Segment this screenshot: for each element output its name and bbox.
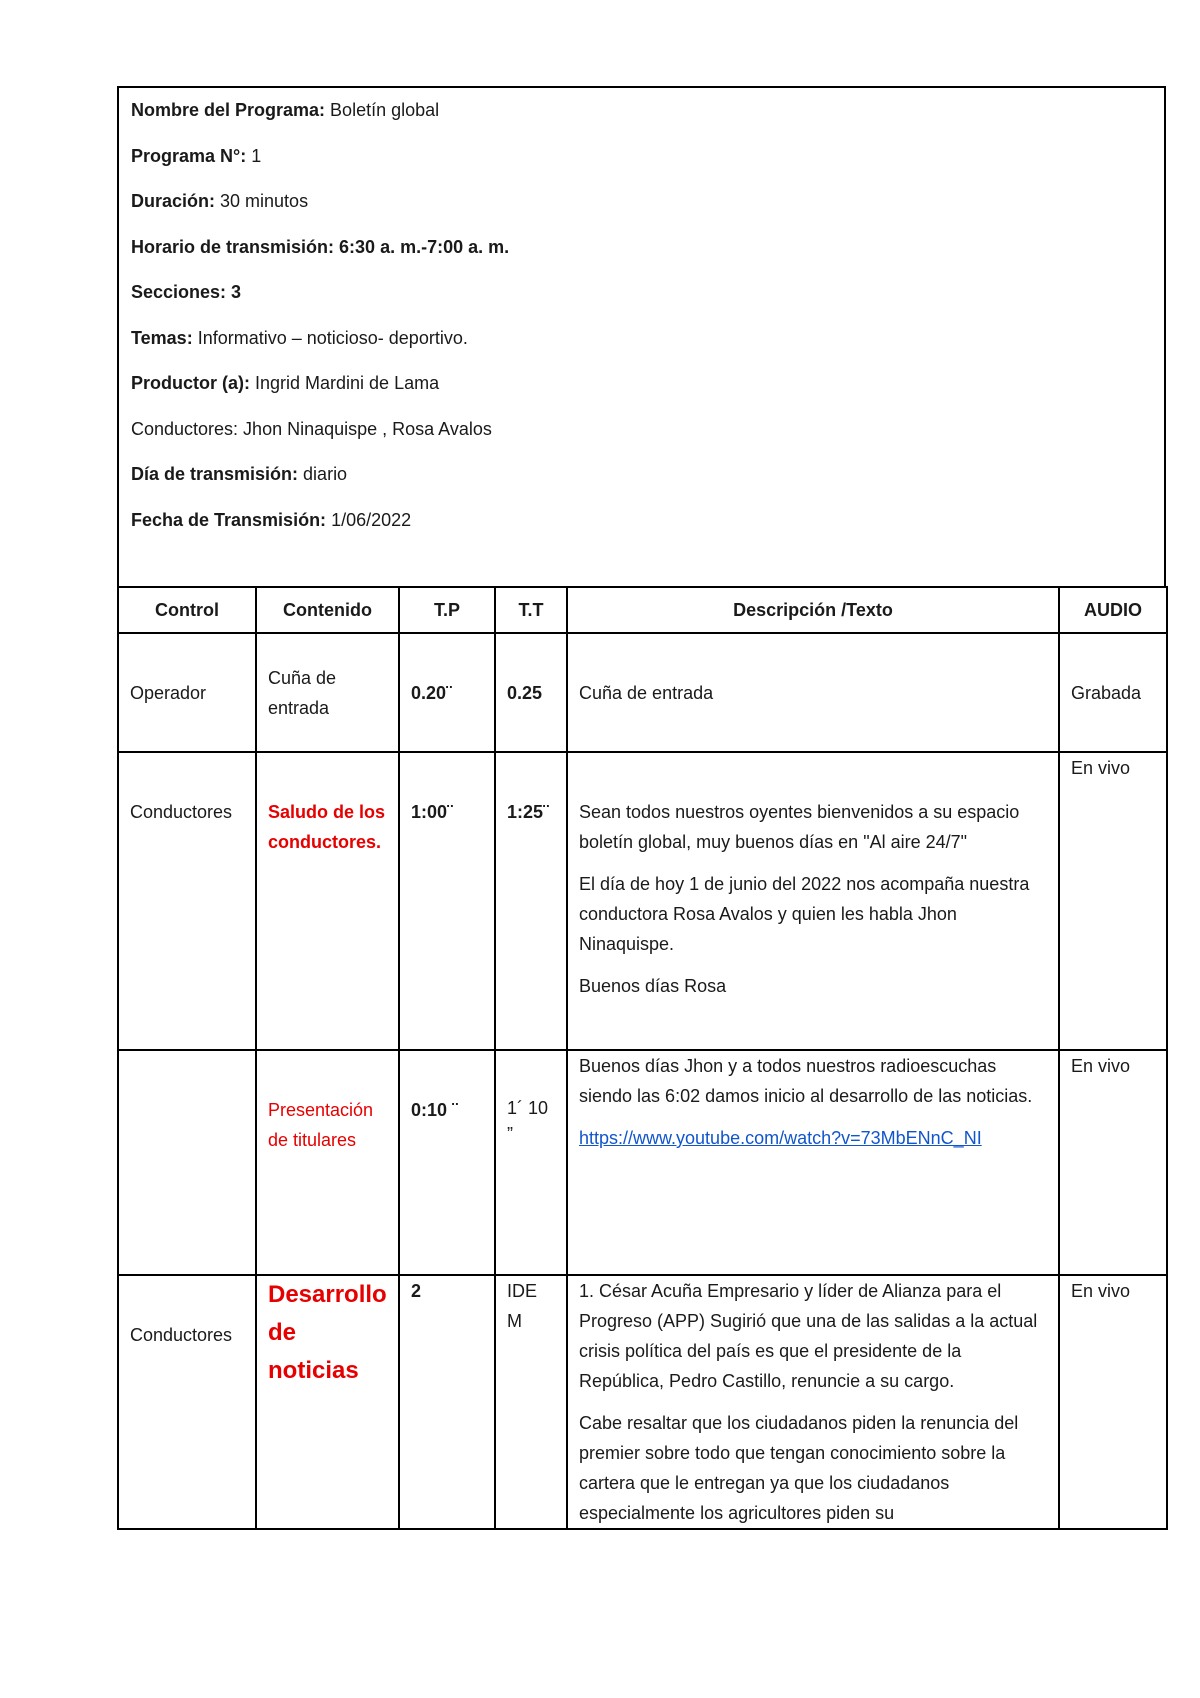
- cell-tp: [399, 1050, 495, 1275]
- header-tp: T.P: [399, 587, 495, 633]
- duration-line: [131, 185, 1152, 231]
- producer-value: Ingrid Mardini de Lama: [250, 373, 440, 393]
- cell-texto: [567, 633, 1059, 752]
- tt-text: IDE M: [507, 1281, 538, 1331]
- sections-label: Secciones: 3: [131, 282, 242, 302]
- table-row: [118, 633, 1167, 752]
- texto-paragraph: Cabe resaltar que los ciudadanos piden la renuncia del premier sobre todo que tengan conocimiento sobre la cartera que le entregan ya que los ciudadanos especialmente los agricultores piden su: [579, 1413, 1019, 1523]
- contenido-text: Desarrollo de noticias: [268, 1281, 387, 1384]
- tt-text: 1:25¨: [507, 802, 550, 822]
- production-script-sheet: [117, 86, 1166, 1530]
- program-number-label: Programa N°:: [131, 145, 247, 166]
- schedule-label: Horario de transmisión: 6:30 a. m.-7:00 a. m.: [131, 236, 510, 257]
- schedule-line: [131, 231, 1152, 277]
- topics-line: [131, 322, 1152, 368]
- cell-audio: En vivo: [1059, 1275, 1167, 1529]
- cell-tp: 0.20¨: [399, 633, 495, 752]
- header-texto: Descripción /Texto: [567, 587, 1059, 633]
- texto-paragraph: Cuña de entrada: [579, 682, 714, 703]
- duration-label: Duración:: [131, 191, 216, 211]
- table-row: [118, 1050, 1167, 1275]
- producer-label: Productor (a):: [131, 373, 250, 393]
- cell-audio: En vivo: [1059, 1050, 1167, 1275]
- cell-control: [118, 1050, 256, 1275]
- cell-contenido: Cuña de entrada: [256, 633, 399, 752]
- texto-paragraph: 1. César Acuña Empresario y líder de Alianza para el Progreso (APP) Sugirió que una de las salidas a la actual crisis política del país es que el presidente de la República, Pedro Castillo, renuncie a su cargo.: [579, 1281, 1038, 1391]
- duration-value: 30 minutos: [215, 191, 309, 211]
- cell-contenido: [256, 1275, 399, 1529]
- script-table: [117, 586, 1168, 1530]
- program-number-value: 1: [246, 145, 262, 166]
- broadcast-date-value: 1/06/2022: [326, 509, 412, 530]
- producer-line: [131, 367, 1152, 413]
- tp-text: 0:10 ¨: [411, 1100, 459, 1120]
- audio-text: En vivo: [1071, 758, 1131, 778]
- header-control: Control: [118, 587, 256, 633]
- cell-tp: [399, 752, 495, 1050]
- program-number-line: [131, 140, 1152, 186]
- table-row: [118, 1275, 1167, 1529]
- broadcast-day-value: diario: [298, 464, 348, 484]
- texto-paragraph: El día de hoy 1 de junio del 2022 nos acompaña nuestra conductora Rosa Avalos y quien les habla Jhon Ninaquispe.: [579, 874, 1030, 954]
- hosts-text: Conductores: Jhon Ninaquispe , Rosa Avalos: [131, 418, 492, 439]
- header-audio: AUDIO: [1059, 587, 1167, 633]
- cell-texto: [567, 1050, 1059, 1275]
- cell-tt: [495, 1050, 567, 1275]
- program-info-box: [117, 86, 1166, 586]
- texto-paragraph: Sean todos nuestros oyentes bienvenidos a su espacio boletín global, muy buenos días en "Al aire 24/7": [579, 802, 1020, 852]
- table-header-row: [118, 587, 1167, 633]
- youtube-link[interactable]: https://www.youtube.com/watch?v=73MbENnC_NI: [579, 1128, 982, 1148]
- control-text: Conductores: [130, 802, 233, 822]
- table-row: [118, 752, 1167, 1050]
- topics-label: Temas:: [131, 327, 193, 348]
- broadcast-day-label: Día de transmisión:: [131, 464, 299, 484]
- cell-audio: [1059, 752, 1167, 1050]
- cell-texto: [567, 1275, 1059, 1529]
- cell-control: [118, 1275, 256, 1529]
- cell-tt: [495, 1275, 567, 1529]
- cell-control: [118, 752, 256, 1050]
- program-name-value: Boletín global: [325, 100, 440, 120]
- cell-tp: [399, 1275, 495, 1529]
- contenido-text: Saludo de los conductores.: [268, 802, 386, 852]
- broadcast-day-line: [131, 458, 1152, 504]
- control-text: Conductores: [130, 1325, 233, 1345]
- program-name-label: Nombre del Programa:: [131, 100, 326, 120]
- tp-text: 1:00¨: [411, 802, 454, 822]
- cell-contenido: [256, 1050, 399, 1275]
- texto-paragraph: Buenos días Jhon y a todos nuestros radioescuchas siendo las 6:02 damos inicio al desarrollo de las noticias.: [579, 1056, 1033, 1106]
- contenido-text: Presentación de titulares: [268, 1100, 374, 1150]
- header-contenido: Contenido: [256, 587, 399, 633]
- cell-texto: [567, 752, 1059, 1050]
- broadcast-date-label: Fecha de Transmisión:: [131, 509, 327, 530]
- program-name-line: [131, 94, 1152, 140]
- tp-text: 2: [411, 1281, 422, 1301]
- cell-control: Operador: [118, 633, 256, 752]
- cell-contenido: [256, 752, 399, 1050]
- texto-paragraph: Buenos días Rosa: [579, 976, 727, 996]
- cell-audio: Grabada: [1059, 633, 1167, 752]
- hosts-line: [131, 413, 1152, 459]
- broadcast-date-line: [131, 504, 1152, 550]
- topics-value: Informativo – noticioso- deportivo.: [192, 327, 468, 348]
- cell-tt: 0.25: [495, 633, 567, 752]
- sections-line: [131, 276, 1152, 322]
- header-tt: T.T: [495, 587, 567, 633]
- tt-text: 1´ 10 ”: [507, 1098, 549, 1144]
- cell-tt: [495, 752, 567, 1050]
